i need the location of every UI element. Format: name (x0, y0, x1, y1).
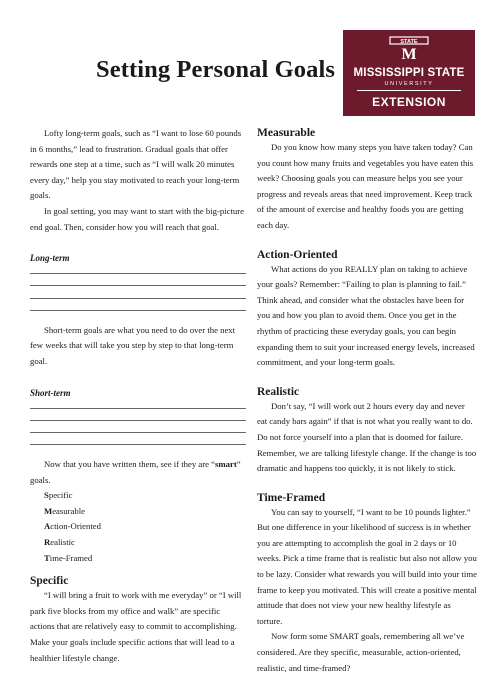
long-term-label: Long-term (30, 253, 70, 264)
realistic-heading: Realistic (257, 385, 300, 398)
logo-divider (357, 90, 461, 91)
goal-setting-paragraph: In goal setting, you may want to start with the big-picture end goal. Then, consider how you will reach that goal. (30, 205, 245, 232)
realistic-paragraph: Don’t say, “I will work out 2 hours every day and never eat candy bars again” if that is not what you really want to do. Do not force yourself into a plan that is doomed for failure. Remember, we are talking lifestyle change. If the change is too dramatic and happens too quickly, it is not likely to stick. (257, 400, 477, 474)
shield-letter: M (401, 46, 417, 60)
short-term-write-line[interactable] (30, 432, 246, 433)
long-term-write-line[interactable] (30, 285, 246, 286)
smart-list-item: Specific (44, 490, 73, 501)
smart-paragraph: Now that you have written them, see if they are “smart” goals. (30, 459, 241, 485)
short-term-paragraph: Short-term goals are what you need to do over the next few weeks that will take you step by step to that long-term goal. (30, 324, 236, 366)
left-column (30, 126, 246, 666)
shield-text: STATE (400, 39, 418, 45)
smart-list (30, 488, 246, 566)
specific-heading: Specific (30, 575, 69, 588)
long-term-write-line[interactable] (30, 298, 246, 299)
smart-list-item: Time-Framed (44, 552, 93, 563)
logo-name: MISSISSIPPI STATE (353, 67, 465, 79)
right-column (257, 126, 477, 676)
smart-list-item: Realistic (44, 537, 75, 548)
measurable-heading: Measurable (257, 127, 316, 139)
intro-paragraph: Lofty long-term goals, such as “I want to lose 60 pounds in 6 months,” lead to frustration. Gradual goals that offer rewards one step at a time, such as “I will walk 20 minutes every day,” help you stay motivated to reach your long-term goals. (30, 128, 242, 201)
msu-shield-icon (389, 36, 429, 60)
specific-paragraph: “I will bring a fruit to work with me everyday” or “I will park five blocks from my office and walk” are specific actions that are relatively easy to commit to accomplishing. Make your goals include specific actions that will lead to a healthier lifestyle change. (30, 590, 242, 663)
short-term-write-line[interactable] (30, 444, 246, 445)
time-framed-heading: Time-Framed (257, 491, 326, 504)
long-term-write-line[interactable] (30, 273, 246, 274)
short-term-write-line[interactable] (30, 420, 246, 421)
time-framed-paragraph: You can say to yourself, “I want to be 10 pounds lighter.” But one difference in your likelihood of success is in whether you are attempting to accomplish the goal in 2 days or 10 weeks. Pick a time frame that is realistic but also not allow you to be lazy. Consider what rewards you will build into your time frame to keep you motivated. This will create a positive mental attitude that does not view your new healthy lifestyle as torture. (257, 506, 477, 626)
smart-list-item: Action-Oriented (44, 521, 101, 532)
long-term-write-line[interactable] (30, 310, 246, 311)
logo-university: UNIVERSITY (384, 81, 434, 87)
closing-paragraph: Now form some SMART goals, remembering all we’ve considered. Are they specific, measurable, action-oriented, realistic, and time-framed? (257, 631, 465, 673)
short-term-write-line[interactable] (30, 408, 246, 409)
smart-list-item: Measurable (44, 505, 86, 516)
msu-extension-logo (343, 30, 475, 116)
action-oriented-heading: Action-Oriented (257, 248, 338, 261)
page-title: Setting Personal Goals (96, 56, 336, 83)
measurable-paragraph: Do you know how many steps you have taken today? Can you count how many fruits and vegetables you have eaten this week? Choosing goals you can measure helps you see your progress and reveals areas that need improvement. Keep track of the amount of exercise and healthy foods you are getting each day. (257, 142, 474, 230)
action-oriented-paragraph: What actions do you REALLY plan on taking to achieve your goals? Remember: “Failing to plan is planning to fail.” Think ahead, and consider what the obstacles have been for you and how you plan to avoid them. Once you get in the rhythm of practicing these everyday goals, you can begin expanding them to suit your increased energy levels, increased commitment, and your long-term goals. (257, 263, 475, 368)
short-term-label: Short-term (30, 387, 71, 398)
logo-extension: EXTENSION (372, 95, 446, 109)
